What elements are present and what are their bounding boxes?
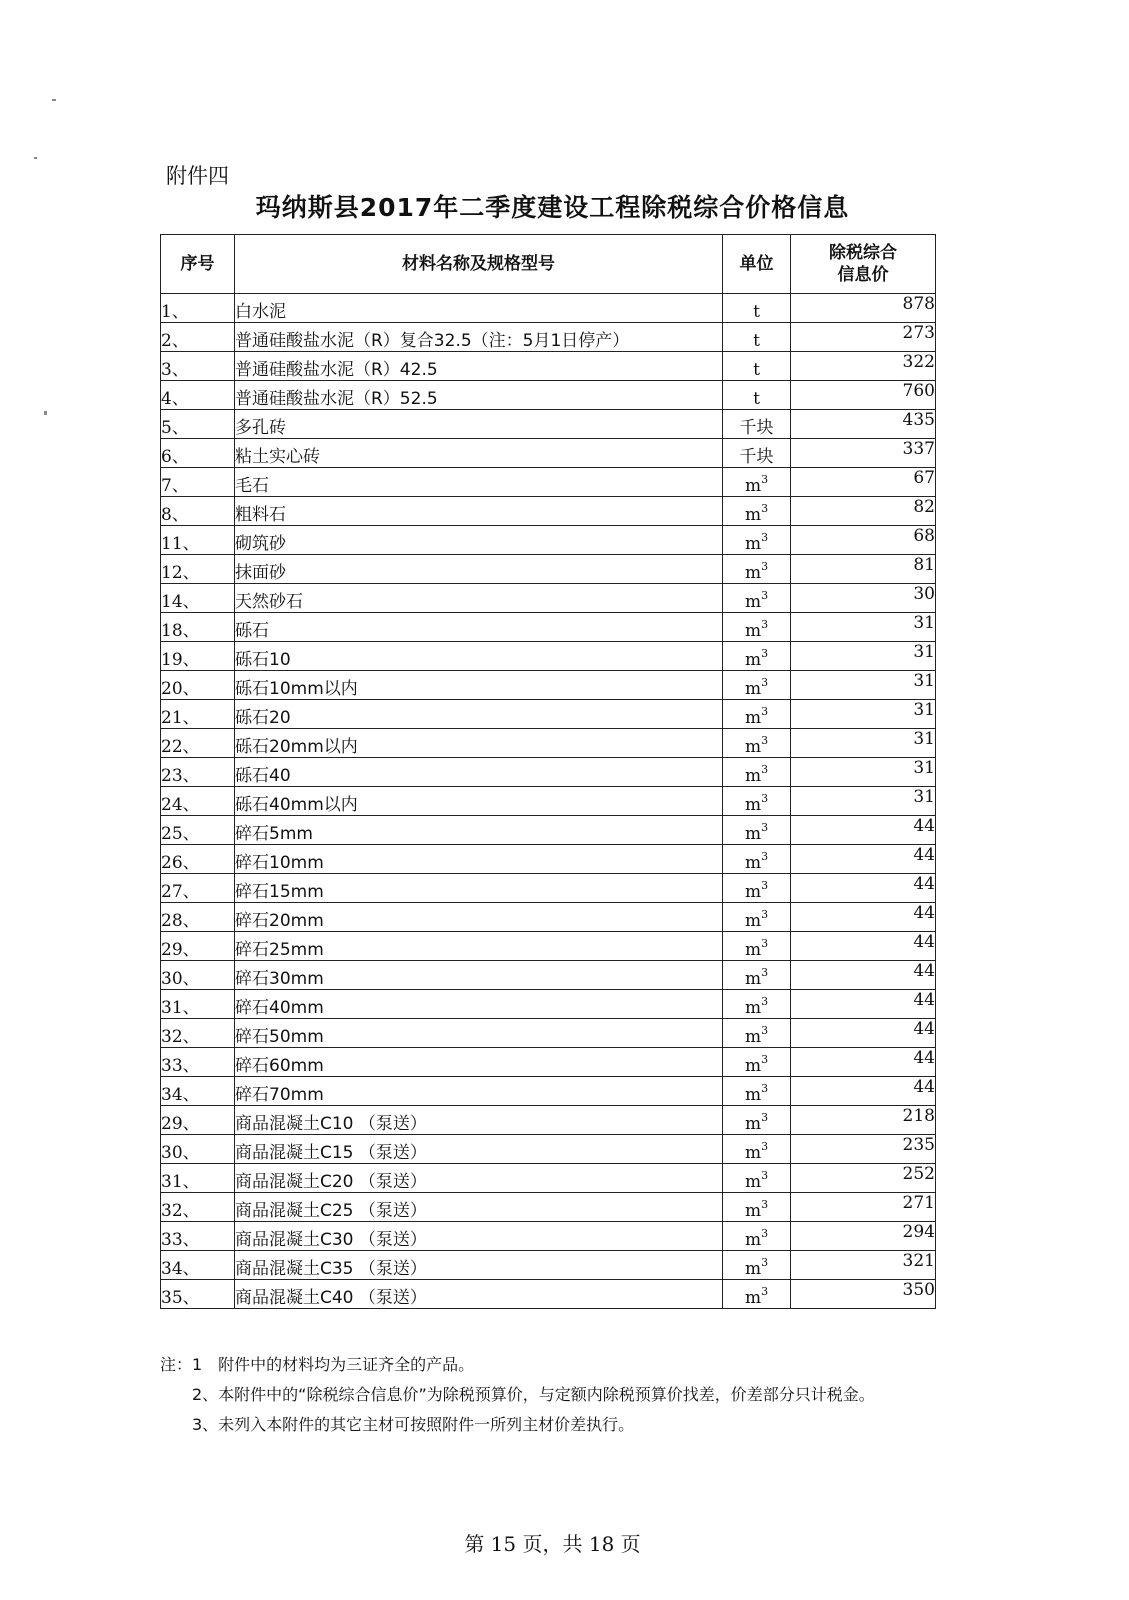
material-name-cell: 普通硅酸盐水泥（R）52.5 (235, 381, 723, 410)
unit-exponent: 3 (761, 1285, 769, 1298)
seq-cell: 19、 (161, 642, 235, 671)
seq-cell: 31、 (161, 990, 235, 1019)
unit-exponent: 3 (761, 560, 769, 573)
unit-exponent: 3 (761, 792, 769, 805)
unit-cell (723, 1251, 791, 1280)
price-cell: 235 (791, 1135, 936, 1164)
unit-exponent: 3 (761, 937, 769, 950)
seq-cell: 35、 (161, 1280, 235, 1309)
material-name-cell: 碎石5mm (235, 816, 723, 845)
material-name-cell: 毛石 (235, 468, 723, 497)
table-row (161, 787, 936, 816)
table-row (161, 410, 936, 439)
table-row (161, 381, 936, 410)
seq-cell: 18、 (161, 613, 235, 642)
price-cell: 878 (791, 294, 936, 323)
price-cell: 31 (791, 700, 936, 729)
unit-cell (723, 700, 791, 729)
unit-cell (723, 1222, 791, 1251)
unit-text: 千块 (739, 447, 774, 467)
material-name-cell: 碎石10mm (235, 845, 723, 874)
table-row (161, 1280, 936, 1309)
table-row (161, 816, 936, 845)
unit-cell (723, 584, 791, 613)
unit-exponent: 3 (761, 850, 769, 863)
unit-exponent: 3 (761, 908, 769, 921)
table-row (161, 1048, 936, 1077)
price-cell: 31 (791, 729, 936, 758)
price-cell: 44 (791, 874, 936, 903)
price-cell: 31 (791, 671, 936, 700)
material-name-cell: 白水泥 (235, 294, 723, 323)
price-cell: 44 (791, 1048, 936, 1077)
unit-cell (723, 758, 791, 787)
material-name-cell: 砾石40mm以内 (235, 787, 723, 816)
price-cell: 294 (791, 1222, 936, 1251)
unit-exponent: 3 (761, 734, 769, 747)
seq-cell: 6、 (161, 439, 235, 468)
price-cell: 68 (791, 526, 936, 555)
note-3: 3、未列入本附件的其它主材可按照附件一所列主材价差执行。 (160, 1415, 635, 1434)
unit-cell (723, 729, 791, 758)
material-name-cell: 商品混凝土C10 （泵送） (235, 1106, 723, 1135)
price-table (160, 234, 936, 1309)
notes (160, 1352, 945, 1442)
unit-text: t (753, 360, 760, 380)
unit-text: m (744, 1230, 762, 1250)
scan-speck (34, 157, 37, 159)
seq-cell: 14、 (161, 584, 235, 613)
unit-text: m (744, 737, 762, 757)
table-row (161, 1019, 936, 1048)
material-name-cell: 普通硅酸盐水泥（R）42.5 (235, 352, 723, 381)
price-cell: 337 (791, 439, 936, 468)
price-cell: 44 (791, 845, 936, 874)
price-cell: 82 (791, 497, 936, 526)
unit-cell (723, 961, 791, 990)
unit-text: m (744, 1114, 762, 1134)
scan-speck (52, 99, 56, 101)
price-cell: 31 (791, 613, 936, 642)
price-cell: 322 (791, 352, 936, 381)
seq-cell: 34、 (161, 1251, 235, 1280)
seq-cell: 23、 (161, 758, 235, 787)
table-row (161, 555, 936, 584)
seq-cell: 21、 (161, 700, 235, 729)
unit-exponent: 3 (761, 473, 769, 486)
unit-text: m (744, 563, 762, 583)
seq-cell: 1、 (161, 294, 235, 323)
col-header-price-label: 除税综合信息价 (829, 243, 897, 285)
unit-text: m (744, 1027, 762, 1047)
seq-cell: 27、 (161, 874, 235, 903)
material-name-cell: 多孔砖 (235, 410, 723, 439)
unit-cell (723, 816, 791, 845)
material-name-cell: 砾石10 (235, 642, 723, 671)
unit-cell (723, 439, 791, 468)
unit-cell (723, 410, 791, 439)
note-2: 2、本附件中的“除税综合信息价”为除税预算价，与定额内除税预算价找差，价差部分只计税金。 (160, 1385, 875, 1404)
material-name-cell: 碎石25mm (235, 932, 723, 961)
unit-text: m (744, 998, 762, 1018)
material-name-cell: 商品混凝土C20 （泵送） (235, 1164, 723, 1193)
col-header-price (791, 235, 936, 294)
table-row (161, 526, 936, 555)
table-row (161, 932, 936, 961)
material-name-cell: 天然砂石 (235, 584, 723, 613)
table-row (161, 671, 936, 700)
price-cell: 44 (791, 961, 936, 990)
seq-cell: 7、 (161, 468, 235, 497)
table-row (161, 700, 936, 729)
table-row (161, 584, 936, 613)
price-cell: 321 (791, 1251, 936, 1280)
unit-exponent: 3 (761, 676, 769, 689)
material-name-cell: 粘土实心砖 (235, 439, 723, 468)
col-header-name: 材料名称及规格型号 (235, 235, 723, 294)
material-name-cell: 商品混凝土C40 （泵送） (235, 1280, 723, 1309)
unit-text: m (744, 911, 762, 931)
price-cell: 31 (791, 787, 936, 816)
unit-text: m (744, 795, 762, 815)
seq-cell: 30、 (161, 1135, 235, 1164)
col-header-unit: 单位 (723, 235, 791, 294)
unit-text: m (744, 650, 762, 670)
seq-cell: 32、 (161, 1193, 235, 1222)
seq-cell: 32、 (161, 1019, 235, 1048)
seq-cell: 29、 (161, 932, 235, 961)
unit-exponent: 3 (761, 647, 769, 660)
table-header-row (161, 235, 936, 294)
table-row (161, 1077, 936, 1106)
unit-text: m (744, 1172, 762, 1192)
material-name-cell: 砾石 (235, 613, 723, 642)
price-cell: 67 (791, 468, 936, 497)
unit-exponent: 3 (761, 821, 769, 834)
unit-cell (723, 526, 791, 555)
unit-text: m (744, 1143, 762, 1163)
price-cell: 218 (791, 1106, 936, 1135)
material-name-cell: 普通硅酸盐水泥（R）复合32.5（注：5月1日停产） (235, 323, 723, 352)
table-row (161, 1222, 936, 1251)
unit-exponent: 3 (761, 705, 769, 718)
unit-cell (723, 352, 791, 381)
table-row (161, 642, 936, 671)
unit-text: m (744, 940, 762, 960)
unit-cell (723, 1193, 791, 1222)
table-row (161, 961, 936, 990)
price-cell: 271 (791, 1193, 936, 1222)
unit-exponent: 3 (761, 1111, 769, 1124)
price-cell: 31 (791, 758, 936, 787)
seq-cell: 33、 (161, 1222, 235, 1251)
seq-cell: 33、 (161, 1048, 235, 1077)
unit-cell (723, 1135, 791, 1164)
price-cell: 44 (791, 990, 936, 1019)
material-name-cell: 碎石70mm (235, 1077, 723, 1106)
unit-exponent: 3 (761, 1256, 769, 1269)
unit-exponent: 3 (761, 618, 769, 631)
unit-cell (723, 468, 791, 497)
unit-cell (723, 787, 791, 816)
table-row (161, 352, 936, 381)
unit-cell (723, 903, 791, 932)
note-1: 注：1 附件中的材料均为三证齐全的产品。 (160, 1355, 475, 1374)
unit-text: m (744, 766, 762, 786)
seq-cell: 12、 (161, 555, 235, 584)
material-name-cell: 碎石40mm (235, 990, 723, 1019)
unit-text: m (744, 621, 762, 641)
table-row (161, 1135, 936, 1164)
unit-cell (723, 555, 791, 584)
unit-cell (723, 932, 791, 961)
page-number: 第 15 页，共 18 页 (464, 1532, 641, 1556)
price-cell: 760 (791, 381, 936, 410)
unit-text: t (753, 389, 760, 409)
unit-exponent: 3 (761, 1140, 769, 1153)
unit-cell (723, 1019, 791, 1048)
seq-cell: 24、 (161, 787, 235, 816)
unit-cell (723, 1106, 791, 1135)
unit-text: m (744, 824, 762, 844)
price-cell: 252 (791, 1164, 936, 1193)
price-cell: 273 (791, 323, 936, 352)
unit-cell (723, 671, 791, 700)
seq-cell: 11、 (161, 526, 235, 555)
unit-text: m (744, 1201, 762, 1221)
unit-cell (723, 642, 791, 671)
material-name-cell: 商品混凝土C35 （泵送） (235, 1251, 723, 1280)
material-name-cell: 商品混凝土C30 （泵送） (235, 1222, 723, 1251)
material-name-cell: 碎石15mm (235, 874, 723, 903)
material-name-cell: 商品混凝土C25 （泵送） (235, 1193, 723, 1222)
unit-exponent: 3 (761, 763, 769, 776)
unit-exponent: 3 (761, 1082, 769, 1095)
unit-text: m (744, 1085, 762, 1105)
table-row (161, 845, 936, 874)
unit-cell (723, 990, 791, 1019)
seq-cell: 3、 (161, 352, 235, 381)
unit-cell (723, 381, 791, 410)
unit-cell (723, 845, 791, 874)
seq-cell: 30、 (161, 961, 235, 990)
price-cell: 44 (791, 1077, 936, 1106)
unit-exponent: 3 (761, 1024, 769, 1037)
col-header-seq: 序号 (161, 235, 235, 294)
table-row (161, 497, 936, 526)
material-name-cell: 砾石10mm以内 (235, 671, 723, 700)
unit-exponent: 3 (761, 995, 769, 1008)
seq-cell: 20、 (161, 671, 235, 700)
unit-exponent: 3 (761, 879, 769, 892)
price-cell: 435 (791, 410, 936, 439)
document-title: 玛纳斯县2017年二季度建设工程除税综合价格信息 (255, 193, 850, 222)
price-cell: 44 (791, 932, 936, 961)
table-row (161, 1193, 936, 1222)
price-cell: 30 (791, 584, 936, 613)
table-row (161, 1251, 936, 1280)
seq-cell: 8、 (161, 497, 235, 526)
seq-cell: 25、 (161, 816, 235, 845)
unit-cell (723, 323, 791, 352)
unit-cell (723, 294, 791, 323)
scan-speck (44, 411, 47, 415)
material-name-cell: 碎石60mm (235, 1048, 723, 1077)
material-name-cell: 砾石40 (235, 758, 723, 787)
unit-text: m (744, 1056, 762, 1076)
table-row (161, 758, 936, 787)
material-name-cell: 碎石30mm (235, 961, 723, 990)
seq-cell: 28、 (161, 903, 235, 932)
table-row (161, 613, 936, 642)
unit-text: m (744, 592, 762, 612)
table-row (161, 990, 936, 1019)
unit-cell (723, 1077, 791, 1106)
price-cell: 44 (791, 816, 936, 845)
unit-text: m (744, 1259, 762, 1279)
unit-text: m (744, 1288, 762, 1308)
table-row (161, 294, 936, 323)
material-name-cell: 碎石20mm (235, 903, 723, 932)
seq-cell: 5、 (161, 410, 235, 439)
unit-exponent: 3 (761, 531, 769, 544)
price-cell: 44 (791, 903, 936, 932)
unit-cell (723, 497, 791, 526)
unit-cell (723, 1164, 791, 1193)
seq-cell: 34、 (161, 1077, 235, 1106)
seq-cell: 26、 (161, 845, 235, 874)
unit-exponent: 3 (761, 502, 769, 515)
unit-text: 千块 (739, 418, 774, 438)
unit-text: m (744, 476, 762, 496)
material-name-cell: 碎石50mm (235, 1019, 723, 1048)
price-cell: 81 (791, 555, 936, 584)
seq-cell: 2、 (161, 323, 235, 352)
table-row (161, 874, 936, 903)
table-row (161, 323, 936, 352)
price-cell: 350 (791, 1280, 936, 1309)
unit-text: m (744, 534, 762, 554)
table-row (161, 903, 936, 932)
seq-cell: 4、 (161, 381, 235, 410)
unit-text: t (753, 302, 760, 322)
unit-text: m (744, 505, 762, 525)
unit-exponent: 3 (761, 1227, 769, 1240)
unit-exponent: 3 (761, 1198, 769, 1211)
attachment-label: 附件四 (166, 164, 229, 188)
table-row (161, 439, 936, 468)
unit-cell (723, 1048, 791, 1077)
table-row (161, 729, 936, 758)
unit-text: m (744, 882, 762, 902)
seq-cell: 22、 (161, 729, 235, 758)
price-cell: 44 (791, 1019, 936, 1048)
unit-exponent: 3 (761, 966, 769, 979)
seq-cell: 31、 (161, 1164, 235, 1193)
material-name-cell: 商品混凝土C15 （泵送） (235, 1135, 723, 1164)
material-name-cell: 砾石20mm以内 (235, 729, 723, 758)
unit-cell (723, 1280, 791, 1309)
unit-text: m (744, 969, 762, 989)
unit-text: m (744, 853, 762, 873)
unit-exponent: 3 (761, 589, 769, 602)
unit-exponent: 3 (761, 1169, 769, 1182)
table-row (161, 1164, 936, 1193)
material-name-cell: 粗料石 (235, 497, 723, 526)
unit-exponent: 3 (761, 1053, 769, 1066)
table-row (161, 1106, 936, 1135)
unit-cell (723, 874, 791, 903)
unit-text: m (744, 679, 762, 699)
unit-text: m (744, 708, 762, 728)
seq-cell: 29、 (161, 1106, 235, 1135)
material-name-cell: 砌筑砂 (235, 526, 723, 555)
material-name-cell: 抹面砂 (235, 555, 723, 584)
unit-cell (723, 613, 791, 642)
price-cell: 31 (791, 642, 936, 671)
material-name-cell: 砾石20 (235, 700, 723, 729)
unit-text: t (753, 331, 760, 351)
table-row (161, 468, 936, 497)
